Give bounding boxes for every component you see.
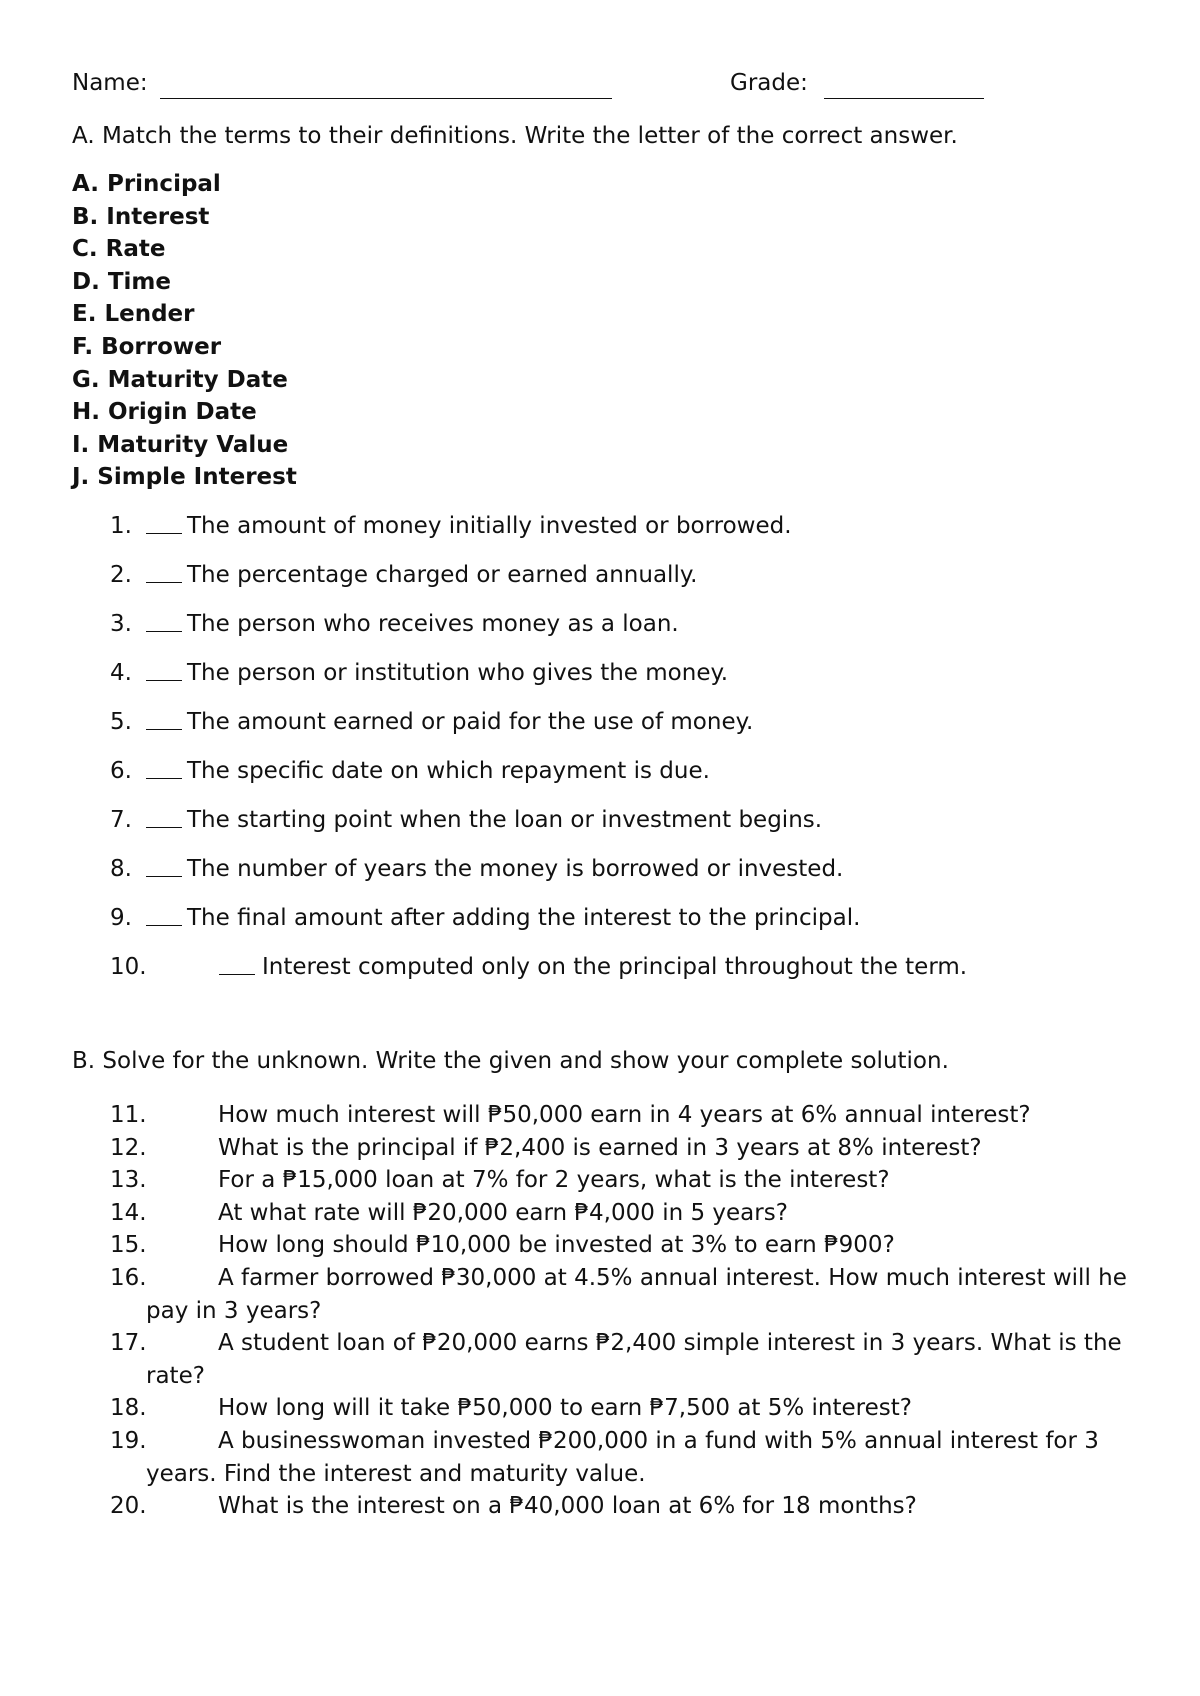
term-item: F. Borrower [72, 333, 222, 360]
grade-label: Grade: [730, 70, 808, 96]
term-item: J. Simple Interest [72, 464, 297, 491]
problem-item [0, 1164, 1136, 1197]
item-number: 1. [110, 513, 132, 539]
problem-item [0, 1490, 1136, 1523]
definition-text: The amount earned or paid for the use of money. [187, 709, 754, 735]
problem-number: 13. [110, 1167, 147, 1194]
problem-text: How much interest will ₱50,000 earn in 4 years at 6% annual interest? [218, 1102, 1031, 1128]
item-number: 9. [110, 905, 132, 931]
item-number: 10. [110, 954, 147, 980]
item-number: 6. [110, 758, 132, 784]
item-number: 4. [110, 660, 132, 686]
problem-number: 18. [110, 1395, 147, 1422]
definition-text: Interest computed only on the principal throughout the term. [262, 954, 968, 980]
problem-number: 17. [110, 1330, 147, 1357]
term-item: H. Origin Date [72, 399, 257, 426]
header-row [72, 70, 1132, 104]
definition-text: The specific date on which repayment is due. [187, 758, 710, 784]
item-number: 8. [110, 856, 132, 882]
term-item: A. Principal [72, 171, 221, 197]
problem-item [0, 1132, 1136, 1165]
section-b-instruction: B. Solve for the unknown. Write the given and show your complete solution. [72, 1048, 949, 1074]
problem-number: 15. [110, 1232, 147, 1259]
definition-text: The person who receives money as a loan. [187, 611, 679, 637]
problem-item [0, 1229, 1136, 1262]
problem-item [0, 1099, 1136, 1132]
answer-blank[interactable] [219, 974, 255, 975]
answer-blank[interactable] [146, 778, 182, 779]
answer-blank[interactable] [146, 925, 182, 926]
term-item: G. Maturity Date [72, 366, 288, 393]
problem-item [0, 1327, 1136, 1392]
definition-text: The person or institution who gives the money. [187, 660, 729, 686]
problem-number: 16. [110, 1264, 147, 1291]
problem-number: 11. [110, 1102, 147, 1128]
problem-number: 14. [110, 1199, 147, 1226]
problems-list [0, 1099, 1200, 1523]
name-blank[interactable] [160, 98, 612, 99]
problem-item [0, 1392, 1136, 1425]
problem-text: What is the interest on a ₱40,000 loan at 6% for 18 months? [218, 1493, 917, 1520]
answer-blank[interactable] [146, 827, 182, 828]
definition-text: The starting point when the loan or investment begins. [187, 807, 823, 833]
item-number: 3. [110, 611, 132, 637]
answer-blank[interactable] [146, 631, 182, 632]
problem-text: A student loan of ₱20,000 earns ₱2,400 simple interest in 3 years. What is the rate? [146, 1330, 1122, 1389]
problem-number: 12. [110, 1134, 147, 1161]
problem-text: At what rate will ₱20,000 earn ₱4,000 in 5 years? [218, 1199, 788, 1226]
item-number: 2. [110, 562, 132, 588]
term-item: B. Interest [72, 203, 210, 230]
answer-blank[interactable] [146, 729, 182, 730]
item-number: 7. [110, 807, 132, 833]
term-item: C. Rate [72, 236, 166, 263]
section-a-instruction: A. Match the terms to their definitions. Write the letter of the correct answer. [72, 123, 958, 149]
definition-text: The number of years the money is borrowed or invested. [187, 856, 844, 882]
problem-text: For a ₱15,000 loan at 7% for 2 years, what is the interest? [218, 1167, 890, 1194]
problem-text: What is the principal if ₱2,400 is earned in 3 years at 8% interest? [218, 1134, 982, 1161]
name-label: Name: [72, 70, 148, 96]
term-item: D. Time [72, 268, 171, 295]
problem-number: 20. [110, 1493, 147, 1520]
term-item: I. Maturity Value [72, 431, 289, 458]
answer-blank[interactable] [146, 680, 182, 681]
problem-text: A farmer borrowed ₱30,000 at 4.5% annual interest. How much interest will he pay in 3 years? [146, 1264, 1127, 1324]
problem-item [0, 1262, 1136, 1327]
item-number: 5. [110, 709, 132, 735]
definition-text: The percentage charged or earned annually. [187, 562, 698, 588]
term-item: E. Lender [72, 301, 195, 328]
definition-text: The final amount after adding the interest to the principal. [187, 905, 861, 931]
problem-number: 19. [110, 1427, 147, 1454]
answer-blank[interactable] [146, 876, 182, 877]
terms-list [72, 168, 297, 494]
problem-text: A businesswoman invested ₱200,000 in a fund with 5% annual interest for 3 years. Find the interest and maturity value. [146, 1427, 1099, 1487]
answer-blank[interactable] [146, 582, 182, 583]
definition-text: The amount of money initially invested or borrowed. [187, 513, 792, 539]
problem-text: How long should ₱10,000 be invested at 3% to earn ₱900? [218, 1232, 895, 1259]
problem-text: How long will it take ₱50,000 to earn ₱7,500 at 5% interest? [218, 1395, 912, 1422]
grade-blank[interactable] [824, 98, 984, 99]
problem-item [0, 1425, 1136, 1490]
problem-item [0, 1197, 1136, 1230]
answer-blank[interactable] [146, 533, 182, 534]
